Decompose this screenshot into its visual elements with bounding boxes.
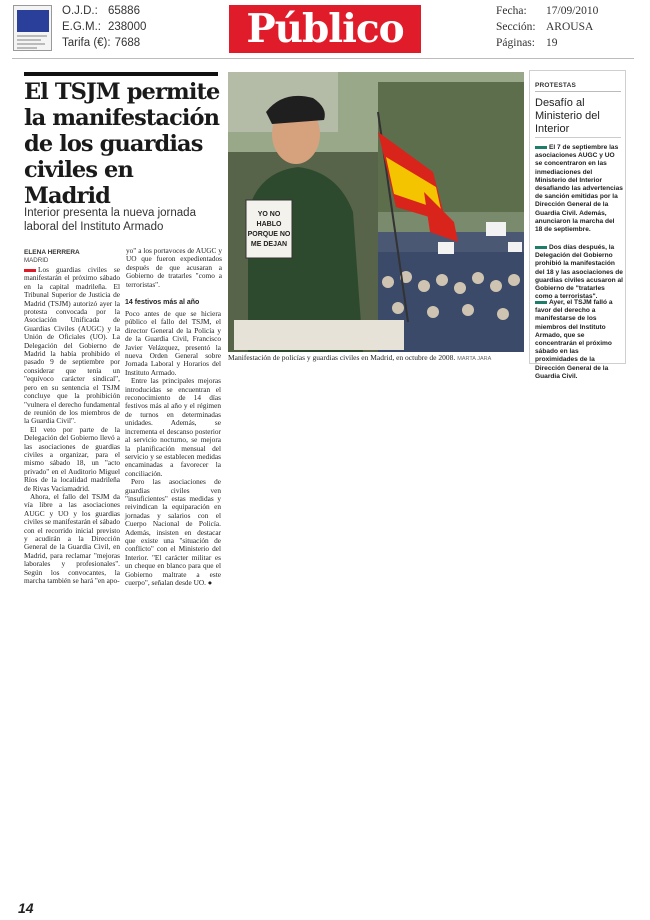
egm-label: E.G.M.: bbox=[62, 21, 101, 33]
ojd-value: 65886 bbox=[108, 5, 140, 17]
seccion-value: AROUSA bbox=[546, 21, 594, 33]
tarifa-label: Tarifa (€): bbox=[62, 37, 111, 49]
svg-text:HABLO: HABLO bbox=[256, 221, 282, 228]
article-column-1 bbox=[24, 266, 120, 585]
publication-metadata bbox=[496, 3, 598, 51]
publico-logo: Público bbox=[229, 5, 421, 53]
header-divider bbox=[12, 58, 634, 59]
sidebar-divider bbox=[535, 91, 621, 92]
sidebar-item: Dos días después, la Delegación del Gobierno prohibió la manifestación del 18 y las asociaciones de guardias civiles acusaron al Gobierno de "tratarles como a terroristas". bbox=[535, 244, 623, 301]
paragraph: Los guardias civiles se manifestarán el próximo sábado en la capital madrileña. El Tribunal Superior de Justicia de Madrid (TSJM) autorizó ayer la protesta convocada por la Asociación Unificada de Guardias Civiles (AUGC) y la Unión de Oficiales (UO). La Delegación del Gobierno de Madrid la había prohibido el pasado 9 de septiembre por considerar que tenía un "equívoco carácter sindical", pero en su sentencia el TSJM concluye que la prohibición "vulnera el derecho fundamental de reunión de los miembros de la Guardia Civil". bbox=[24, 265, 120, 426]
lead-marker bbox=[24, 269, 36, 272]
ojd-label: O.J.D.: bbox=[62, 5, 98, 17]
sidebar-title: Desafío al Ministerio del Interior bbox=[535, 97, 600, 135]
photo-credit: MARTA JARA bbox=[457, 356, 492, 362]
protest-photo bbox=[228, 72, 524, 352]
protests-sidebar bbox=[529, 70, 626, 380]
paragraph: Poco antes de que se hiciera público el fallo del TSJM, el director General de la Policía y de la Guardia Civil, Francisco Javier Velázquez, presentó la nueva Orden General sobre Jornada Laboral y Horarios del Instituto Armado. bbox=[125, 309, 221, 377]
svg-text:PORQUE NO: PORQUE NO bbox=[247, 231, 291, 238]
audience-metadata bbox=[62, 3, 146, 51]
paragraph: yo" a los portavoces de AUGC y UO que fueron expedientados después de que acusaran a Gobierno de tratarles "como a terroristas". bbox=[126, 246, 222, 289]
press-clipping-header bbox=[0, 0, 650, 62]
seccion-label: Sección: bbox=[496, 21, 536, 33]
paginas-value: 19 bbox=[546, 37, 558, 49]
photo-caption: Manifestación de policías y guardias civiles en Madrid, en octubre de 2008. MARTA JARA bbox=[228, 353, 492, 362]
article-intertitle: 14 festivos más al año bbox=[125, 299, 200, 306]
bullet-marker bbox=[535, 301, 547, 304]
dateline: MADRID bbox=[24, 257, 49, 264]
article-column-2b bbox=[125, 310, 221, 587]
sidebar-item: Ayer, el TSJM falló a favor del derecho a manifestarse de los miembros del Instituto Armado, que se concentrarán el próximo sábado en las proximidades de la Dirección General de la Guardia Civil. bbox=[535, 299, 613, 380]
newspaper-thumbnail bbox=[13, 5, 52, 51]
fecha-value: 17/09/2010 bbox=[546, 5, 599, 17]
egm-value: 238000 bbox=[108, 21, 147, 33]
sidebar-item: El 7 de septiembre las asociaciones AUGC y UO se concentraron en las inmediaciones del Ministerio del Interior desafiando las advertencias de sanción emitidas por la Dirección General de la Guardia Civil. Además, anunciaron la marcha del 18 de septiembre. bbox=[535, 144, 623, 234]
byline: ELENA HERRERA bbox=[24, 249, 80, 256]
article-column-2 bbox=[126, 247, 222, 289]
paragraph: Entre las principales mejoras introducidas se encuentran el reconocimiento de 14 días festivos más al año y el régimen de turnos en determinadas unidades. Además, se incrementa el descanso posterior al servicio nocturno, se mejora la planificación mensual del servicio y se establecen medidas encaminadas a favorecer la conciliación. bbox=[125, 376, 221, 478]
paginas-label: Páginas: bbox=[496, 37, 535, 49]
protest-illustration bbox=[228, 72, 524, 352]
paragraph: Ahora, el fallo del TSJM da vía libre a las asociaciones AUGC y UO y los guardias civiles se manifestarán el sábado con el recorrido inicial previsto y acudirán a la Dirección General de la Guardia Civil, en Madrid, para reclamar "mejoras laborales y profesionales". Según los convocantes, la marcha también se hará "en apo- bbox=[24, 491, 120, 586]
bullet-marker bbox=[535, 246, 547, 249]
page-number: 14 bbox=[18, 900, 34, 916]
sidebar-section-label: PROTESTAS bbox=[535, 82, 577, 89]
article-subhead: Interior presenta la nueva jornada laboral del Instituto Armado bbox=[24, 207, 196, 233]
headline-top-bar bbox=[24, 72, 218, 76]
svg-text:YO NO: YO NO bbox=[257, 211, 281, 218]
bullet-marker bbox=[535, 146, 547, 149]
svg-text:ME DEJAN: ME DEJAN bbox=[250, 241, 288, 248]
tarifa-value: 7688 bbox=[114, 37, 141, 49]
fecha-label: Fecha: bbox=[496, 5, 527, 17]
paragraph: El veto por parte de la Delegación del Gobierno llevó a las asociaciones de guardias civiles a organizar, para el mismo sábado 18, un "acto privado" en el Auditorio Miguel Ríos de la localidad madrileña de Rivas Vaciamadrid. bbox=[24, 424, 120, 493]
sidebar-divider bbox=[535, 137, 621, 138]
paragraph: Pero las asociaciones de guardias civiles ven "insuficientes" estas medidas y reivindican la equiparación en jornadas y salarios con el Cuerpo Nacional de Policía. Además, insisten en destacar que existe una "situación de conflicto" con el Ministerio del Interior. "El carácter militar es un cheque en blanco para que el Gobierno maltrate a este cuerpo", señalan desde UO. ● bbox=[125, 477, 221, 587]
article-headline: El TSJM permite la manifestación de los guardias civiles en Madrid bbox=[24, 79, 220, 209]
